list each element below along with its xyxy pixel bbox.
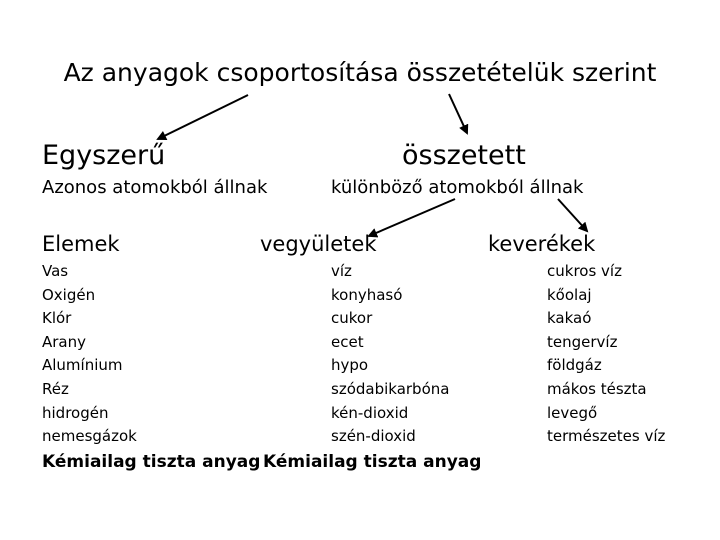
arrow-to-osszetett xyxy=(449,94,467,133)
list-item: Réz xyxy=(42,379,69,398)
page-title: Az anyagok csoportosítása összetételük szerint xyxy=(63,58,657,87)
keverekek-heading: keverékek xyxy=(488,232,596,256)
list-item: cukros víz xyxy=(547,262,622,280)
list-item: nemesgázok xyxy=(42,427,137,446)
list-item: Arany xyxy=(42,332,87,351)
list-item: Oxigén xyxy=(42,285,96,304)
list-item: szén-dioxid xyxy=(331,427,416,446)
vegyuletek-footer: Kémiailag tiszta anyag xyxy=(263,452,482,472)
list-item: mákos tészta xyxy=(547,379,647,398)
osszetett-heading: összetett xyxy=(402,140,526,171)
arrow-to-keverekek xyxy=(558,199,587,231)
list-item: ecet xyxy=(331,332,364,351)
arrow-to-vegyuletek xyxy=(369,199,455,236)
list-item: tengervíz xyxy=(547,332,618,351)
list-item: szódabikarbóna xyxy=(331,379,450,398)
list-item: levegő xyxy=(547,403,598,422)
list-item: kakaó xyxy=(547,309,592,328)
egyszeru-description: Azonos atomokból állnak xyxy=(42,177,268,198)
list-item: Vas xyxy=(42,262,69,280)
list-item: kőolaj xyxy=(547,285,592,304)
list-item: cukor xyxy=(331,309,373,328)
keverekek-list xyxy=(547,260,665,449)
list-item: Alumínium xyxy=(42,356,123,375)
elemek-list xyxy=(42,260,137,449)
osszetett-description: különböző atomokból állnak xyxy=(331,177,584,198)
elemek-heading: Elemek xyxy=(42,232,120,256)
list-item: víz xyxy=(331,262,352,280)
list-item: hidrogén xyxy=(42,403,109,422)
list-item: hypo xyxy=(331,356,369,375)
list-item: földgáz xyxy=(547,356,602,375)
vegyuletek-heading: vegyületek xyxy=(260,232,377,256)
vegyuletek-list xyxy=(331,260,449,449)
list-item: kén-dioxid xyxy=(331,403,409,422)
list-item: természetes víz xyxy=(547,427,666,446)
list-item: konyhasó xyxy=(331,285,403,304)
arrow-to-egyszeru xyxy=(158,95,248,139)
elemek-footer: Kémiailag tiszta anyag xyxy=(42,452,261,472)
egyszeru-heading: Egyszerű xyxy=(42,140,166,171)
list-item: Klór xyxy=(42,309,72,328)
